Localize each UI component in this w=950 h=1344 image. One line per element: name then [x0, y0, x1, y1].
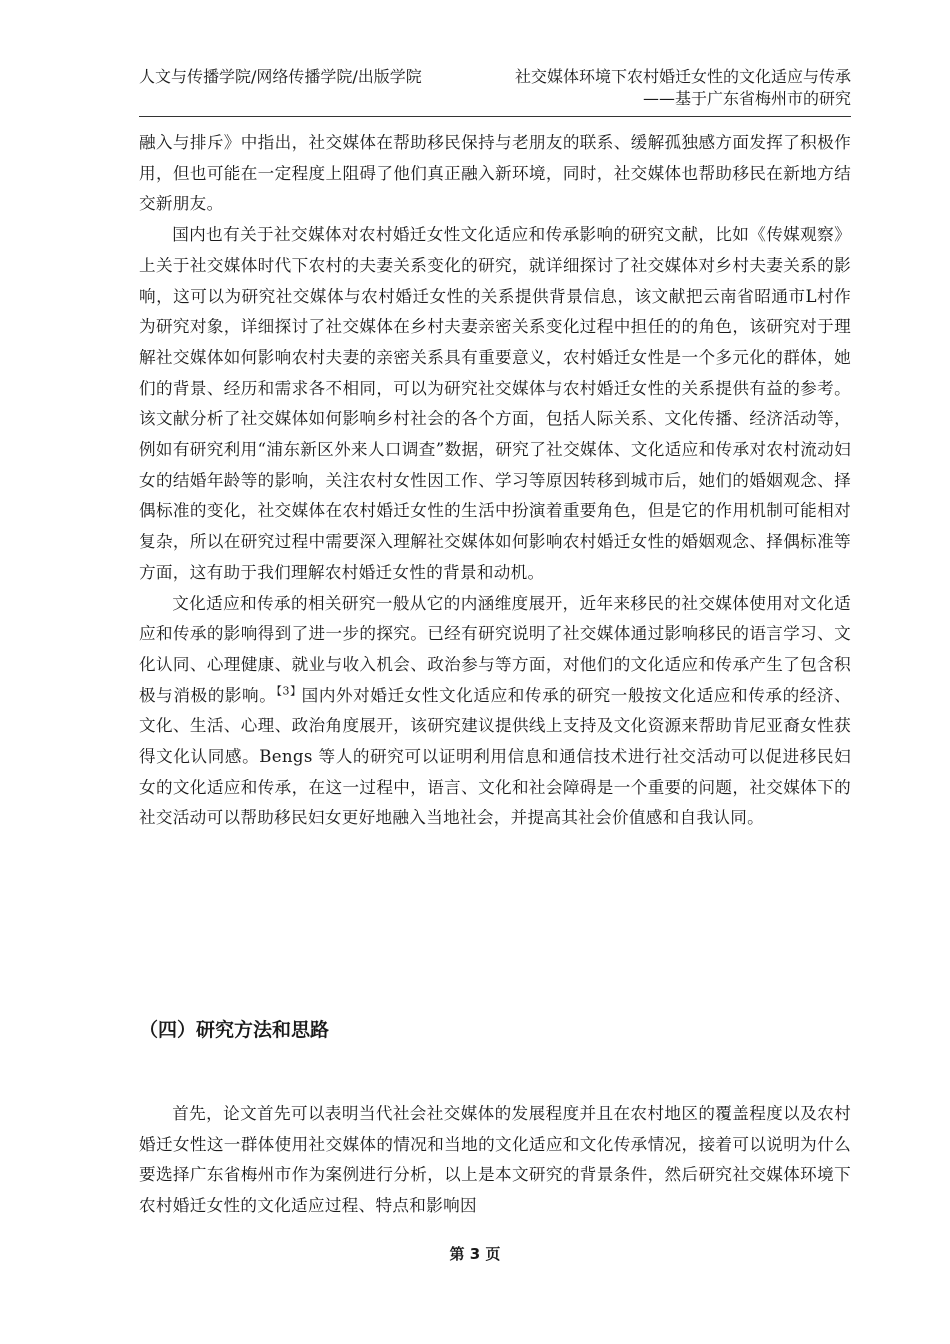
body-block-bottom	[139, 1099, 851, 1222]
paragraph-3-text-a: 文化适应和传承的相关研究一般从它的内涵维度展开，近年来移民的社交媒体使用对文化适应和传承的影响得到了进一步的探究。已经有研究说明了社交媒体通过影响移民的语言学习、文化认同、心理健康、就业与收入机会、政治参与等方面，对他们的文化适应和传承产生了包含积极与消极的影响。	[139, 593, 851, 705]
citation-ref: 【3】	[276, 684, 302, 698]
header-title-line1: 社交媒体环境下农村婚迁女性的文化适应与传承	[514, 67, 851, 86]
page-header	[139, 66, 851, 112]
header-title-line2: ——基于广东省梅州市的研究	[642, 89, 851, 108]
page-number: 第 3 页	[449, 1245, 501, 1263]
header-divider	[139, 116, 851, 117]
header-department: 人文与传播学院/网络传播学院/出版学院	[139, 67, 422, 86]
paragraph-3	[139, 589, 851, 835]
paragraph-2: 国内也有关于社交媒体对农村婚迁女性文化适应和传承影响的研究文献，比如《传媒观察》上关于社交媒体时代下农村的夫妻关系变化的研究，就详细探讨了社交媒体对乡村夫妻关系的影响，这可以为研究社交媒体与农村婚迁女性的关系提供背景信息，该文献把云南省昭通市L村作为研究对象，详细探讨了社交媒体在乡村夫妻亲密关系变化过程中担任的的角色，该研究对于理解社交媒体如何影响农村夫妻的亲密关系具有重要意义，农村婚迁女性是一个多元化的群体，她们的背景、经历和需求各不相同，可以为研究社交媒体与农村婚迁女性的关系提供有益的参考。该文献分析了社交媒体如何影响乡村社会的各个方面，包括人际关系、文化传播、经济活动等，例如有研究利用“浦东新区外来人口调查”数据，研究了社交媒体、文化适应和传承对农村流动妇女的结婚年龄等的影响，关注农村女性因工作、学习等原因转移到城市后，她们的婚姻观念、择偶标准的变化，社交媒体在农村婚迁女性的生活中扮演着重要角色，但是它的作用机制可能相对复杂，所以在研究过程中需要深入理解社交媒体如何影响农村婚迁女性的婚姻观念、择偶标准等方面，这有助于我们理解农村婚迁女性的背景和动机。	[139, 225, 851, 582]
paragraph-4: 首先，论文首先可以表明当代社会社交媒体的发展程度并且在农村地区的覆盖程度以及农村婚迁女性这一群体使用社交媒体的情况和当地的文化适应和文化传承情况，接着可以说明为什么要选择广东省梅州市作为案例进行分析，以上是本文研究的背景条件，然后研究社交媒体环境下农村婚迁女性的文化适应过程、特点和影响因	[139, 1104, 851, 1216]
paragraph-1: 融入与排斥》中指出，社交媒体在帮助移民保持与老朋友的联系、缓解孤独感方面发挥了积极作用，但也可能在一定程度上阻碍了他们真正融入新环境，同时，社交媒体也帮助移民在新地方结交新朋友。	[139, 133, 851, 214]
paragraph-3-text-b: 国内外对婚迁女性文化适应和传承的研究一般按文化适应和传承的经济、文化、生活、心理、政治角度展开，该研究建议提供线上支持及文化资源来帮助肯尼亚裔女性获得文化认同感。Bengs 等人的研究可以证明利用信息和通信技术进行社交活动可以促进移民妇女的文化适应和传承，在这一过程中，语言、文化和社会障碍是一个重要的问题，社交媒体下的社交活动可以帮助移民妇女更好地融入当地社会，并提高其社会价值感和自我认同。	[139, 685, 851, 828]
section-heading: （四）研究方法和思路	[139, 1019, 330, 1041]
header-thesis-title	[515, 66, 851, 110]
body-block-top	[139, 128, 851, 834]
